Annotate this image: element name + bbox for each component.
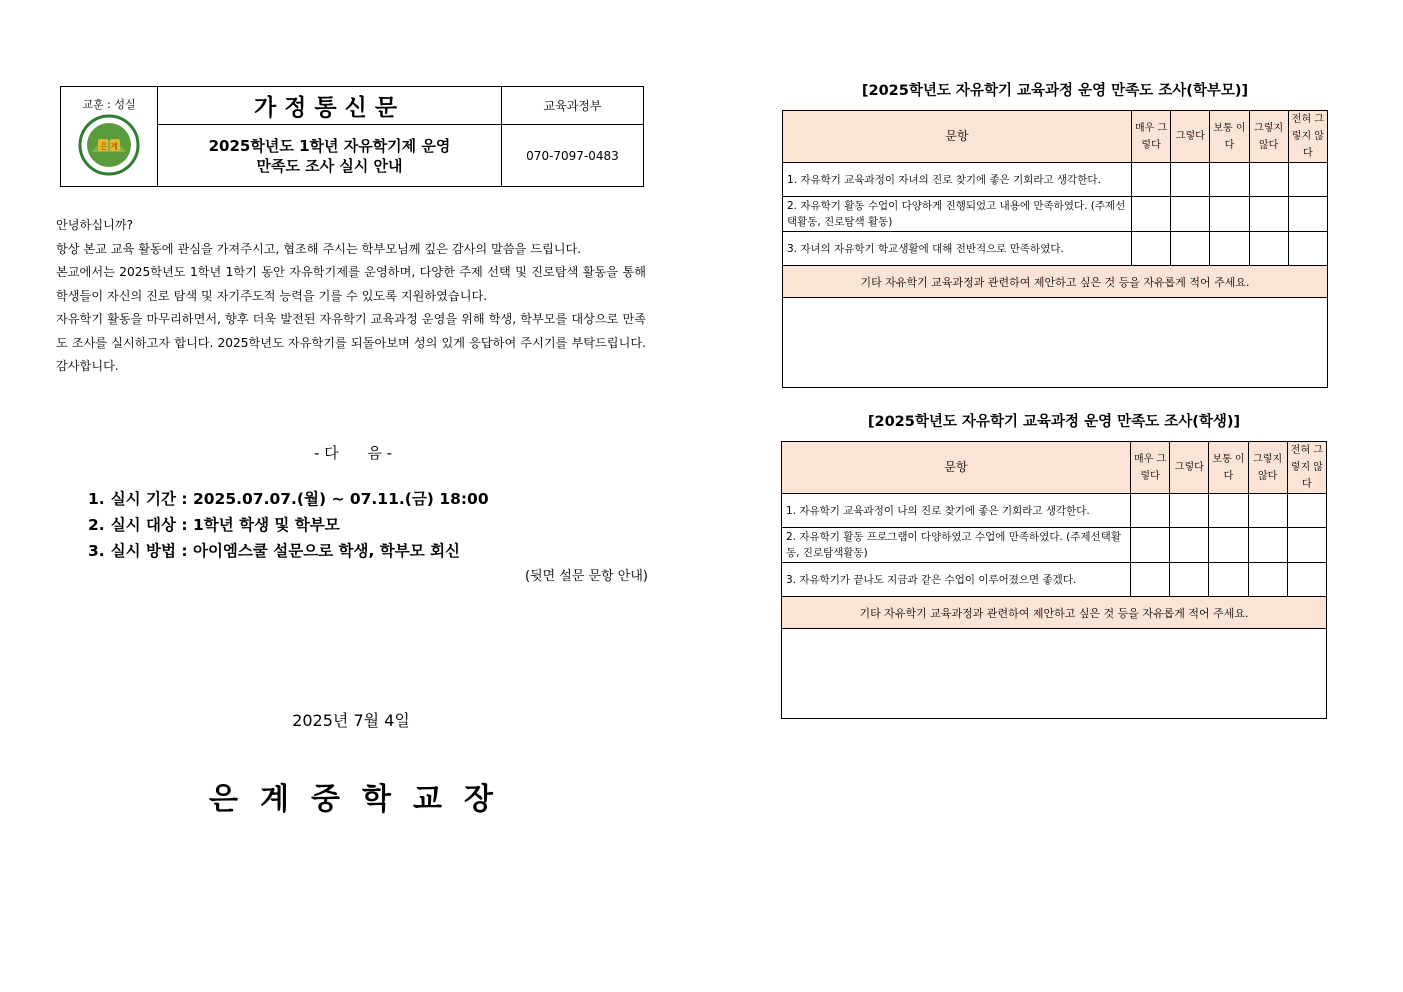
- scale-strongly-agree: 매우 그렇다: [1131, 442, 1170, 494]
- letter-body: [56, 214, 646, 379]
- survey-question: 3. 자녀의 자유학기 학교생활에 대해 전반적으로 만족하였다.: [783, 232, 1132, 266]
- parent-survey-title: [2025학년도 자유학기 교육과정 운영 만족도 조사(학부모)]: [861, 83, 1249, 99]
- table-row: [783, 232, 1328, 266]
- answer-cell[interactable]: [1288, 232, 1327, 266]
- table-row: [782, 494, 1327, 528]
- scale-disagree: 그렇지 않다: [1249, 111, 1288, 163]
- list-item: 1. 실시 기간 : 2025.07.07.(월) ~ 07.11.(금) 18:00: [88, 490, 489, 508]
- newsletter-subject: [158, 125, 502, 187]
- program-paragraph: 본교에서는 2025학년도 1학년 1학기 동안 자유학기제를 운영하며, 다양한 주제 선택 및 진로탐색 활동을 통해 학생들이 자신의 진로 탐색 및 자기주도적 능력을 기를 수 있도록 지원하였습니다.: [56, 265, 646, 303]
- answer-cell[interactable]: [1248, 494, 1287, 528]
- scale-strongly-disagree: 전혀 그렇지 않다: [1287, 442, 1326, 494]
- parent-survey-table: [782, 110, 1328, 388]
- subject-line-2: 만족도 조사 실시 안내: [256, 156, 403, 175]
- answer-cell[interactable]: [1170, 528, 1209, 563]
- thanks-paragraph: 항상 본교 교육 활동에 관심을 가져주시고, 협조해 주시는 학부모님께 깊은 감사의 말씀을 드립니다.: [56, 241, 582, 256]
- answer-cell[interactable]: [1209, 494, 1248, 528]
- free-comment-box[interactable]: [782, 629, 1327, 719]
- answer-cell[interactable]: [1210, 163, 1249, 197]
- scale-neutral: 보통 이다: [1210, 111, 1249, 163]
- student-survey: [781, 411, 1327, 719]
- answer-cell[interactable]: [1170, 494, 1209, 528]
- answer-cell[interactable]: [1288, 163, 1327, 197]
- answer-cell[interactable]: [1131, 494, 1170, 528]
- survey-question: 1. 자유학기 교육과정이 나의 진로 찾기에 좋은 기회라고 생각한다.: [782, 494, 1131, 528]
- survey-question: 3. 자유학기가 끝나도 지금과 같은 수업이 이루어졌으면 좋겠다.: [782, 563, 1131, 597]
- question-header: 문항: [783, 111, 1132, 163]
- answer-cell[interactable]: [1287, 563, 1326, 597]
- free-comment-header: 기타 자유학기 교육과정과 관련하여 제안하고 싶은 것 등을 자유롭게 적어 주세요.: [783, 266, 1328, 298]
- table-row: [783, 197, 1328, 232]
- answer-cell[interactable]: [1210, 197, 1249, 232]
- next-heading-right: 음 -: [367, 444, 393, 462]
- table-row: [782, 563, 1327, 597]
- free-comment-header: 기타 자유학기 교육과정과 관련하여 제안하고 싶은 것 등을 자유롭게 적어 주세요.: [782, 597, 1327, 629]
- survey-question: 2. 자유학기 활동 수업이 다양하게 진행되었고 내용에 만족하였다. (주제선택활동, 진로탐색 활동): [783, 197, 1132, 232]
- contact-phone: 070-7097-0483: [502, 125, 644, 187]
- student-survey-title: [2025학년도 자유학기 교육과정 운영 만족도 조사(학생)]: [867, 414, 1241, 430]
- parent-survey: [782, 80, 1328, 388]
- next-heading: [0, 442, 706, 463]
- school-motto: 교훈 : 성실: [82, 97, 136, 111]
- survey-question: 2. 자유학기 활동 프로그램이 다양하였고 수업에 만족하였다. (주제선택활동, 진로탐색활동): [782, 528, 1131, 563]
- scale-agree: 그렇다: [1171, 111, 1210, 163]
- answer-cell[interactable]: [1249, 232, 1288, 266]
- school-principal: 은계중학교장: [209, 782, 515, 817]
- answer-cell[interactable]: [1210, 232, 1249, 266]
- next-heading-left: - 다: [313, 444, 339, 462]
- answer-cell[interactable]: [1132, 163, 1171, 197]
- answer-cell[interactable]: [1171, 197, 1210, 232]
- school-emblem-icon: [78, 114, 140, 176]
- answer-cell[interactable]: [1287, 528, 1326, 563]
- scale-disagree: 그렇지 않다: [1248, 442, 1287, 494]
- list-item: 2. 실시 대상 : 1학년 학생 및 학부모: [88, 516, 340, 534]
- answer-cell[interactable]: [1248, 528, 1287, 563]
- scale-neutral: 보통 이다: [1209, 442, 1248, 494]
- item-period: 실시 기간 : 2025.07.07.(월) ~ 07.11.(금) 18:00: [110, 490, 489, 508]
- greeting-paragraph: 안녕하십니까?: [56, 218, 134, 232]
- answer-cell[interactable]: [1209, 528, 1248, 563]
- survey-question: 1. 자유학기 교육과정이 자녀의 진로 찾기에 좋은 기회라고 생각한다.: [783, 163, 1132, 197]
- list-item: 3. 실시 방법 : 아이엠스쿨 설문으로 학생, 학부모 회신: [88, 542, 461, 560]
- motto-cell: [61, 87, 158, 187]
- answer-cell[interactable]: [1249, 163, 1288, 197]
- answer-cell[interactable]: [1248, 563, 1287, 597]
- answer-cell[interactable]: [1170, 563, 1209, 597]
- back-page-note: (뒷면 설문 문항 안내): [524, 569, 648, 584]
- scale-strongly-disagree: 전혀 그렇지 않다: [1288, 111, 1327, 163]
- table-row: [782, 528, 1327, 563]
- subject-line-1: 2025학년도 1학년 자유학기제 운영: [208, 136, 451, 155]
- answer-cell[interactable]: [1132, 197, 1171, 232]
- answer-cell[interactable]: [1131, 563, 1170, 597]
- survey-info-list: [88, 486, 668, 564]
- survey-request-paragraph: 자유학기 활동을 마무리하면서, 향후 더욱 발전된 자유학기 교육과정 운영을 위해 학생, 학부모를 대상으로 만족도 조사를 실시하고자 합니다. 2025학년도 자유학기를 되돌아보며 성의 있게 응답하여 주시기를 부탁드립니다. 감사합니다.: [56, 312, 646, 373]
- answer-cell[interactable]: [1209, 563, 1248, 597]
- item-target: 실시 대상 : 1학년 학생 및 학부모: [110, 516, 340, 534]
- answer-cell[interactable]: [1131, 528, 1170, 563]
- department-name: 교육과정부: [502, 87, 644, 125]
- emblem-text: 은 계: [100, 141, 118, 151]
- answer-cell[interactable]: [1249, 197, 1288, 232]
- scale-strongly-agree: 매우 그렇다: [1132, 111, 1171, 163]
- question-header: 문항: [782, 442, 1131, 494]
- table-row: [783, 163, 1328, 197]
- answer-cell[interactable]: [1132, 232, 1171, 266]
- issue-date: 2025년 7월 4일: [292, 711, 410, 730]
- answer-cell[interactable]: [1171, 163, 1210, 197]
- answer-cell[interactable]: [1288, 197, 1327, 232]
- student-survey-table: [781, 441, 1327, 719]
- answer-cell[interactable]: [1171, 232, 1210, 266]
- newsletter-header: [60, 86, 644, 187]
- newsletter-title: 가정통신문: [158, 87, 502, 125]
- free-comment-box[interactable]: [783, 298, 1328, 388]
- answer-cell[interactable]: [1287, 494, 1326, 528]
- scale-agree: 그렇다: [1170, 442, 1209, 494]
- item-method: 실시 방법 : 아이엠스쿨 설문으로 학생, 학부모 회신: [110, 542, 461, 560]
